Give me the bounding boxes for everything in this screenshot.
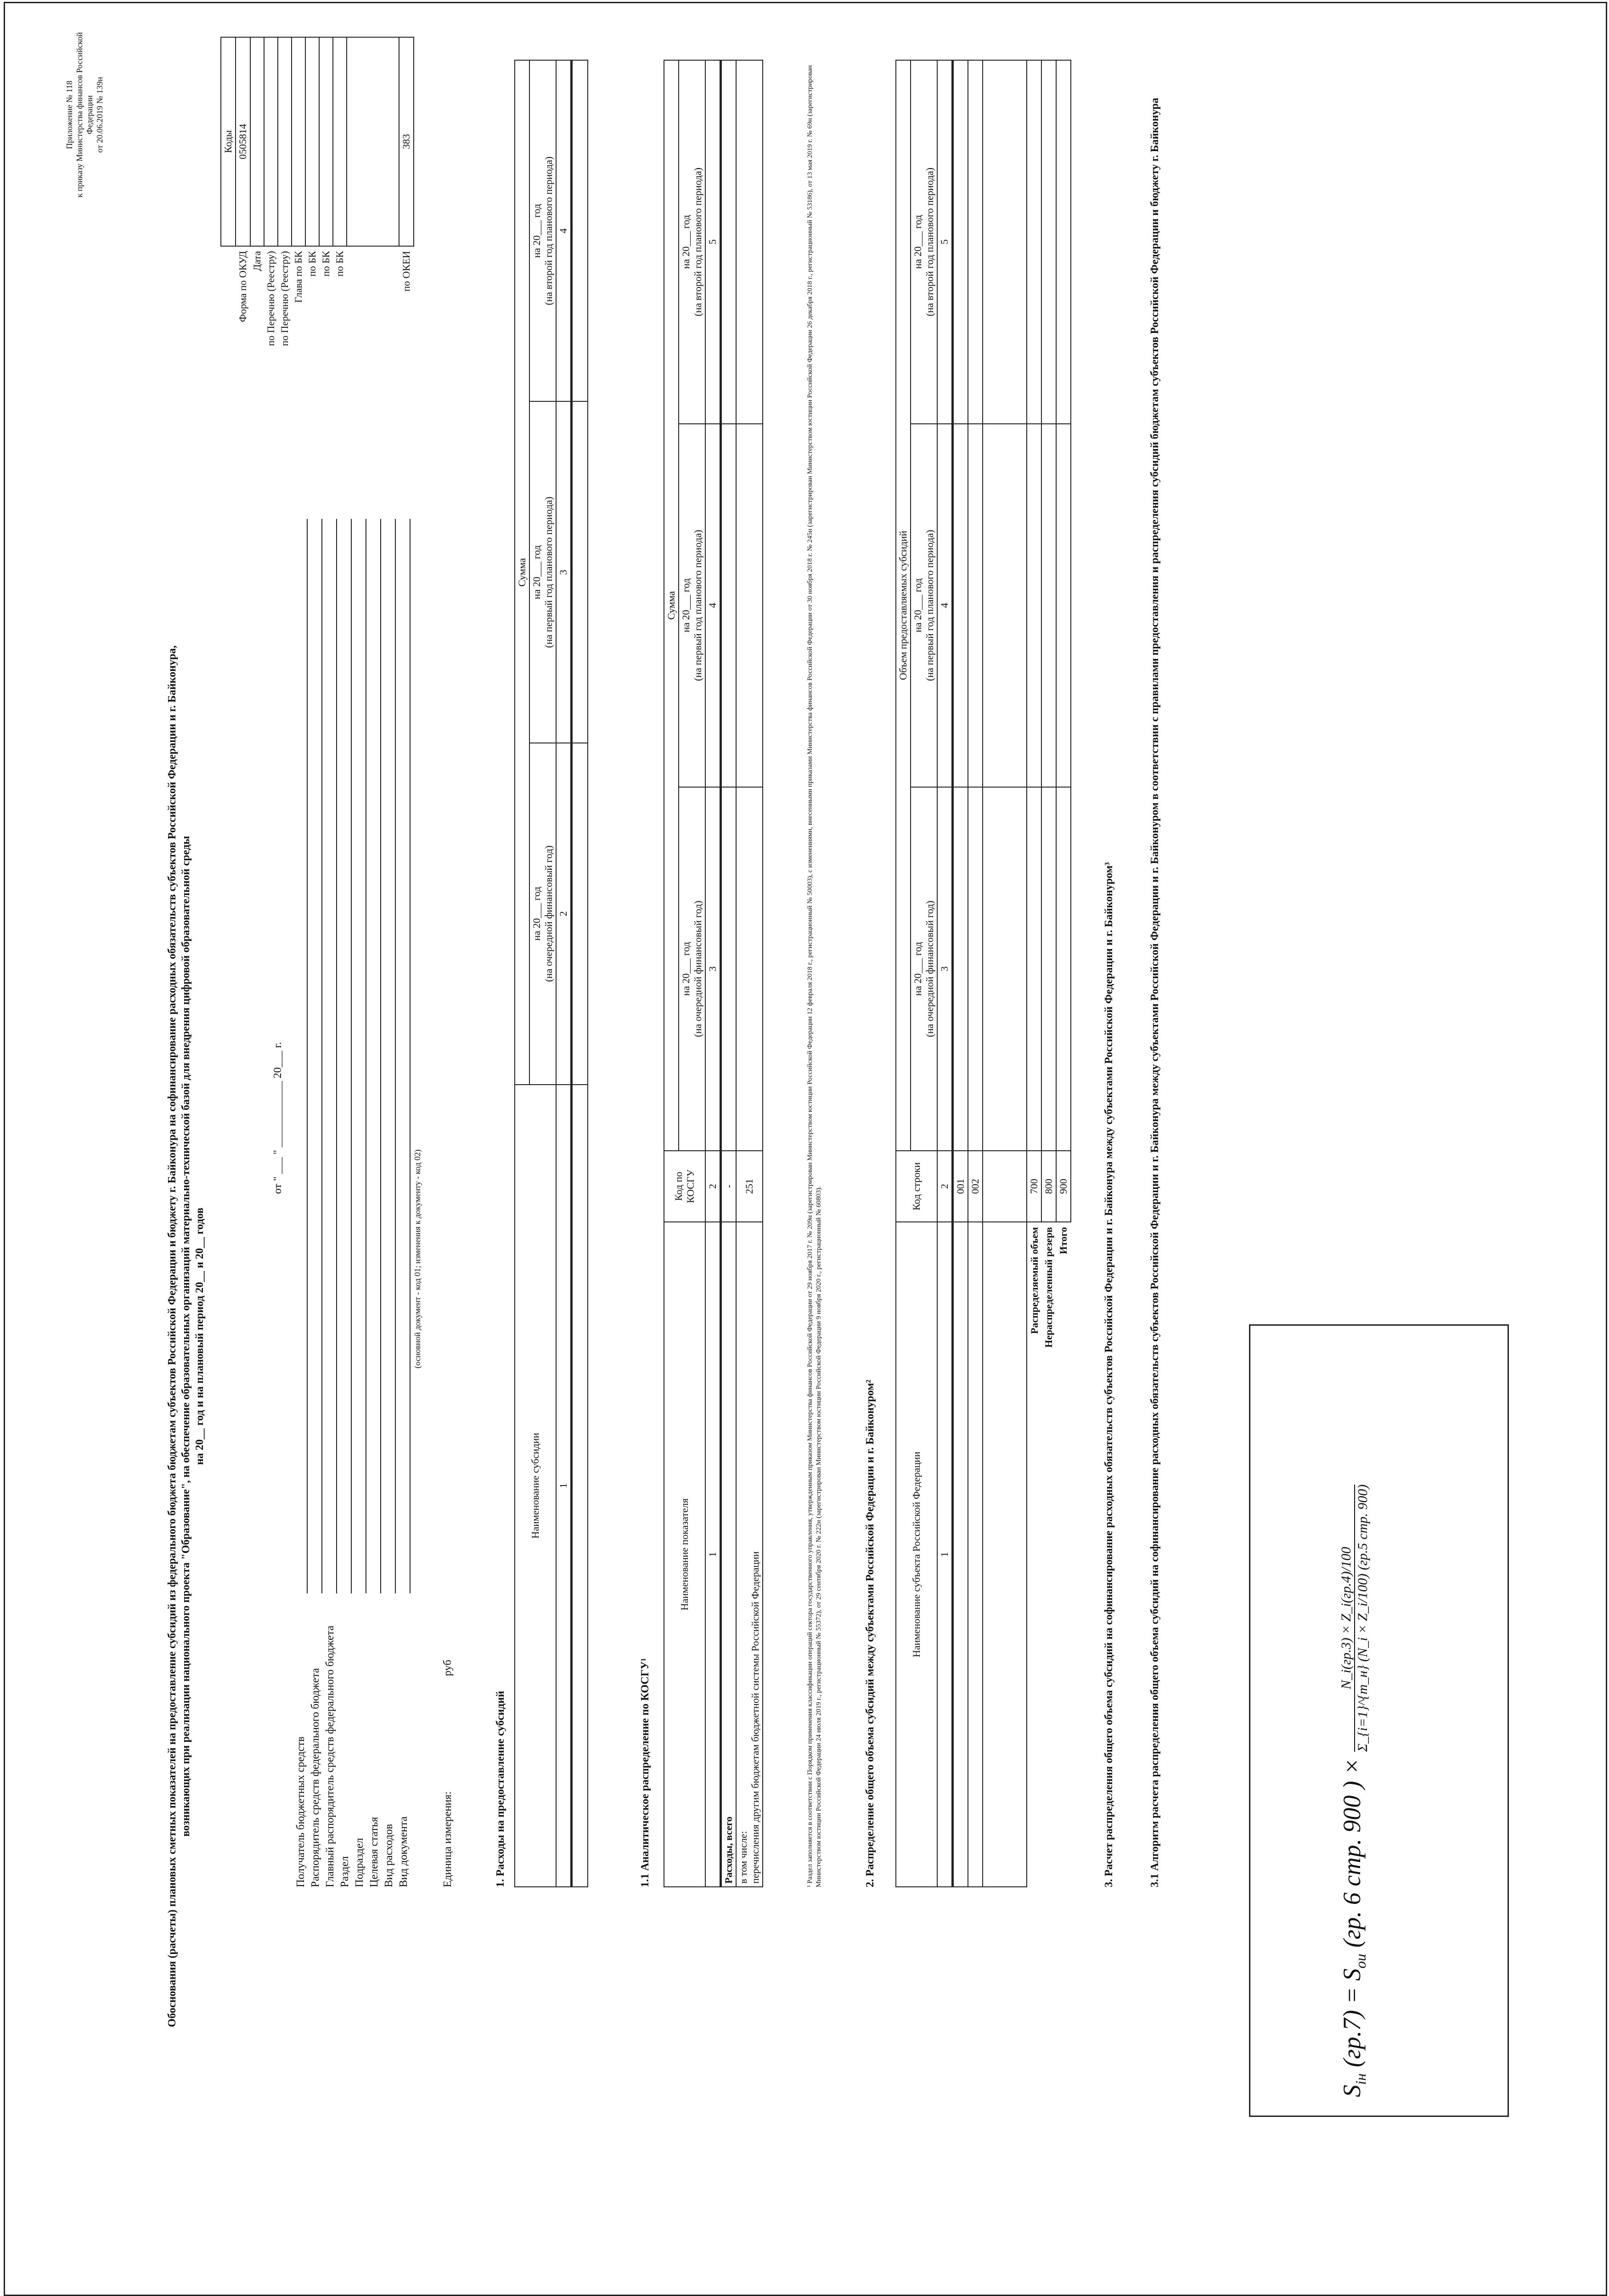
table-row — [968, 60, 983, 1887]
s1-y2-sub: (на первый год планового периода) — [543, 496, 554, 648]
field-doc-type: Вид документа — [398, 1816, 410, 1887]
formula-sub2: ои — [1352, 1953, 1369, 1969]
title-line3: на 20__ год и на плановый период 20__ и 20__ годов — [194, 1207, 206, 1465]
formula-box — [1249, 1324, 1509, 2117]
field-target-item: Целевая статья — [368, 1817, 380, 1887]
codes-value: 0505814 — [236, 37, 250, 246]
s2-num: 1 — [937, 1222, 953, 1887]
codes-value — [250, 37, 264, 246]
formula-lhs: (гр.7) = S — [1338, 1968, 1366, 2067]
s2-reserve-code: 800 — [1041, 1151, 1056, 1222]
s2-col-name: Наименование субъекта Российской Федерации — [896, 1222, 937, 1887]
s1-num: 3 — [556, 401, 572, 743]
table-row — [1056, 60, 1071, 1887]
codes-value — [333, 37, 347, 246]
s2-col-code: Код строки — [896, 1151, 937, 1222]
s2-y3-sub: (на второй год планового периода) — [924, 167, 935, 316]
s11-num: 2 — [705, 1151, 721, 1222]
codes-label: по ОКЕИ — [400, 251, 412, 292]
codes-value — [264, 37, 278, 246]
s2-num: 5 — [937, 60, 953, 424]
table-row — [1027, 60, 1041, 1887]
s1-col-sum: Сумма — [515, 60, 529, 1085]
s2-row-code: 002 — [968, 1151, 983, 1222]
s2-total-code: 900 — [1056, 1151, 1071, 1222]
s2-distributed: Распределяемый объем — [1027, 1222, 1041, 1887]
unit-label: Единица измерения: — [442, 1791, 454, 1887]
s11-col-sum: Сумма — [664, 60, 679, 1151]
formula-numerator: N_i(гр.3) × Z_i(гр.4)/100 — [1339, 1485, 1355, 1752]
s2-reserve: Нераспределенный резерв — [1041, 1222, 1056, 1887]
s11-y3: на 20___ год — [680, 215, 692, 269]
appendix-note — [64, 32, 105, 197]
codes-value — [319, 37, 333, 246]
codes-value — [347, 37, 399, 246]
s11-row-total: Расходы, всего — [721, 1222, 737, 1887]
codes-label: по Перечню (Реестру) — [279, 251, 290, 346]
codes-label — [347, 246, 399, 478]
document-title — [165, 556, 207, 2117]
codes-value — [278, 37, 292, 246]
s11-y1: на 20___ год — [680, 942, 692, 996]
codes-label: по Перечню (Реестру) — [265, 251, 276, 346]
s11-row-total-code: - — [721, 1151, 737, 1222]
field-recipient: Получатель бюджетных средств — [295, 1736, 307, 1887]
codes-header: Коды — [221, 37, 236, 246]
section2-table — [895, 60, 1071, 1887]
appendix-line1: Приложение № 118 — [65, 80, 74, 149]
s2-y1: на 20___ год — [912, 942, 923, 996]
s2-y1-sub: (на очередной финансовый год) — [924, 900, 935, 1037]
unit-value: руб — [442, 1660, 454, 1676]
field-expense-type: Вид расходов — [383, 1824, 395, 1887]
s2-y2-sub: (на первый год планового периода) — [924, 529, 935, 681]
codes-label: по БК — [306, 251, 318, 277]
section1-table — [514, 60, 588, 1887]
formula-mid: (гр. 6 стр. 900 ) × — [1338, 1758, 1366, 1948]
s2-distributed-code: 700 — [1027, 1151, 1041, 1222]
section11-heading: 1.1 Аналитическое распределение по КОСГУ¹ — [639, 1658, 651, 1887]
s1-col-name: Наименование субсидии — [515, 1085, 556, 1887]
s11-row-transfer-code: 251 — [736, 1151, 763, 1222]
s11-row-incl: в том числе: — [737, 1831, 749, 1884]
title-line2: возникающих при реализации национального проекта "Образование", на обеспечение образовательных организаций материально-технической базой для внедрения цифровой образовательной среды — [180, 836, 192, 1837]
table-row — [721, 60, 737, 1887]
formula-s: S — [1338, 2085, 1366, 2097]
s11-y3-sub: (на второй год планового периода) — [692, 167, 703, 316]
field-distributor: Распорядитель средств федерального бюджета — [309, 1668, 321, 1887]
codes-label: Дата — [251, 251, 263, 271]
field-main-distributor: Главный распорядитель средств федерального бюджета — [324, 1626, 336, 1887]
s2-num: 2 — [937, 1151, 953, 1222]
s11-num: 3 — [705, 787, 721, 1151]
s11-y2-sub: (на первый год планового периода) — [692, 529, 703, 681]
s11-num: 4 — [705, 424, 721, 788]
s2-num: 4 — [937, 424, 953, 788]
codes-label: по БК — [320, 251, 332, 277]
footnote-1: ¹ Раздел заполняется в соответствии с Порядком применения классификации операций сектора государственного управления, утвержденным приказом Министерства финансов Российской Федерации от 29 ноября 2017 г. № 209н (зарегистрирован Министерством юстиции Российской Федерации 12 февраля 2018 г., регистрационный № 50003), с изменениями, внесенными приказами Министерства финансов Российской Федерации от 30 ноября 2018 г. № 245н (зарегистрирован Министерством юстиции Российской Федерации 26 декабря 2018 г., регистрационный № 53186), от 13 мая 2019 г. № 69н (зарегистрирован Министерством юстиции Российской Федерации 24 июля 2019 г., регистрационный № 55372), от 29 сентября 2020 г. № 222н (зарегистрирован Министерством юстиции Российской Федерации 9 ноября 2020 г., регистрационный № 60803). — [806, 65, 822, 1887]
s11-col-name: Наименование показателя — [664, 1222, 705, 1887]
s1-y1-sub: (на очередной финансовый год) — [543, 845, 554, 982]
formula-fraction — [1339, 1485, 1371, 1752]
document-date: от " ___ " ____________ 20___ г. — [272, 1042, 284, 1194]
s2-row-code: 001 — [953, 1151, 968, 1222]
s11-y1-sub: (на очередной финансовый год) — [692, 900, 703, 1037]
s11-row-transfer: перечисления другим бюджетам бюджетной системы Российской Федерации — [749, 1551, 761, 1884]
codes-label: Форма по ОКУД — [237, 251, 248, 322]
s2-total: Итого — [1056, 1222, 1071, 1887]
s1-y3-sub: (на второй год планового периода) — [543, 156, 554, 305]
table-row — [983, 60, 1027, 1887]
section11-table — [664, 60, 763, 1887]
table-row — [572, 60, 588, 1887]
doc-note: (основной документ - код 01; изменения к документу - код 02) — [413, 1149, 422, 1368]
codes-label: по БК — [334, 251, 345, 277]
s1-num: 4 — [556, 60, 572, 401]
s2-col-volume: Объем предоставляемых субсидий — [896, 60, 911, 1151]
field-section: Раздел — [339, 1856, 351, 1887]
title-line1: Обоснования (расчеты) плановых сметных показателей на предоставление субсидий из федерального бюджета бюджетам субъектов Российской Федерации и бюджету г. Байконура на софинансирование расходных обязательств субъектов Российской Федерации и г. Байконура, — [166, 645, 178, 2027]
section1-heading: 1. Расходы на предоставление субсидий — [495, 1691, 506, 1887]
codes-value — [305, 37, 319, 246]
s2-y3: на 20___ год — [912, 215, 923, 269]
header-fields — [294, 510, 411, 1887]
s1-y1: на 20___ год — [531, 886, 542, 941]
s2-num: 3 — [937, 787, 953, 1151]
formula-sub: iн — [1352, 2073, 1369, 2085]
s2-y2: на 20___ год — [912, 578, 923, 633]
table-row — [736, 60, 763, 1887]
s1-num: 2 — [556, 743, 572, 1085]
formula — [1338, 1485, 1371, 2097]
s11-num: 1 — [705, 1222, 721, 1887]
table-row — [953, 60, 968, 1887]
codes-table — [220, 37, 414, 478]
s1-num: 1 — [556, 1085, 572, 1887]
section31-heading: 3.1 Алгоритм расчета распределения общего объема субсидий на софинансирование расходных обязательств субъектов Российской Федерации и г. Байконура между субъектами Российской Федерации и г. Байконуром в соответствии с правилами предоставления и распределения субсидий бюджетам субъектов Российской Федерации и бюджету г. Байконура — [1149, 98, 1161, 1887]
section3-heading: 3. Расчет распределения общего объема субсидий на софинансирование расходных обязательств субъектов Российской Федерации и г. Байконура между субъектами Российской Федерации и г. Байконуром³ — [1103, 862, 1115, 1887]
table-row — [1041, 60, 1056, 1887]
codes-label: Глава по БК — [293, 251, 304, 303]
formula-denominator: Σ_{i=1}^{m_н} (N_i × Z_i/100) (гр.5 стр. 900) — [1355, 1484, 1370, 1752]
appendix-line2: к приказу Министерства финансов Российской Федерации — [75, 32, 94, 197]
section2-heading: 2. Распределение общего объема субсидий между субъектами Российской Федерации и г. Байконуром² — [864, 1379, 876, 1887]
s1-y2: на 20___ год — [531, 545, 542, 599]
s1-y3: на 20___ год — [531, 203, 542, 258]
codes-value: 383 — [399, 37, 414, 246]
s11-col-code: Код по КОСГУ — [664, 1151, 705, 1222]
codes-value — [292, 37, 305, 246]
s11-num: 5 — [705, 60, 721, 424]
s11-y2: на 20___ год — [680, 578, 692, 633]
appendix-line3: от 20.06.2019 № 139н — [95, 77, 104, 153]
field-subsection: Подраздел — [354, 1838, 366, 1887]
